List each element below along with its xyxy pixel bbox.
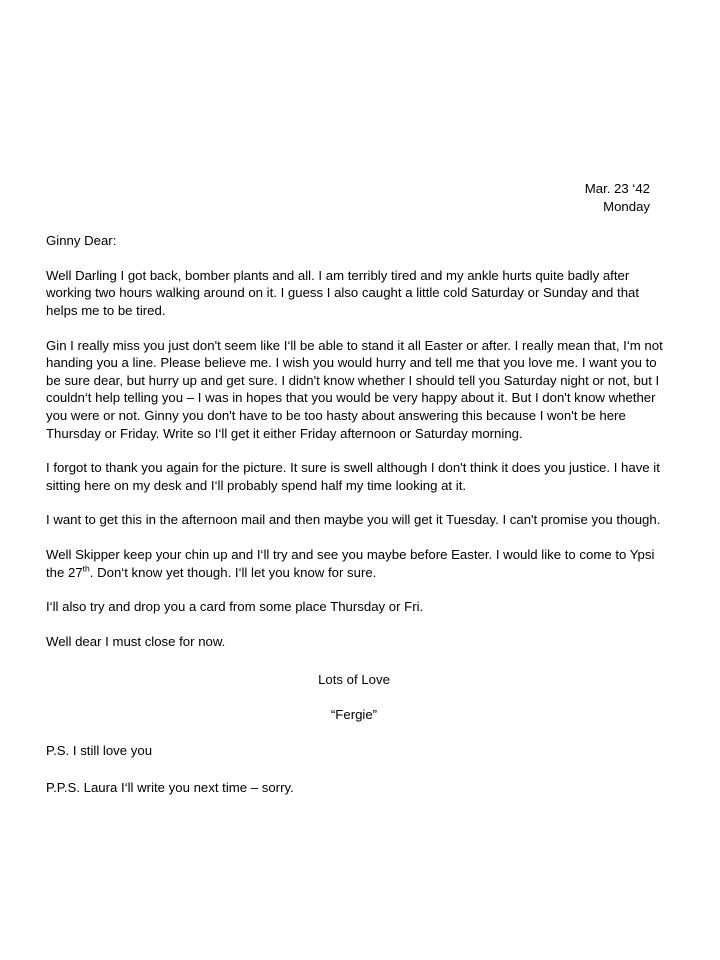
postscript-2: P.P.S. Laura I‘ll write you next time – sorry. — [46, 780, 294, 796]
postscript-1: P.S. I still love you — [46, 743, 153, 759]
letter-day: Monday — [603, 198, 650, 214]
paragraph-2: Gin I really miss you just don't seem like I‘ll be able to stand it all Easter or after. I really mean that, I‘m not handing you a line. Please believe me. I wish you would hurry and tell me that you love me. I want you to be sure dear, but hurry up and get sure. I didn't know whether I should tell you Saturday night or not, but I couldn‘t help telling you – I was in hopes that you would be very happy about it. But I don't know whether you were or not. Ginny you don't have to be too hasty about answering this because I won't be here Thursday or Friday. Write so I‘ll get it either Friday afternoon or Saturday morning. — [46, 337, 663, 441]
paragraph-5 — [46, 546, 672, 581]
paragraph-5-before: Well Skipper keep your chin up and I‘ll try and see you maybe before Easter. I would like to come to Ypsi the 27 — [46, 546, 655, 580]
paragraph-1: Well Darling I got back, bomber plants and all. I am terribly tired and my ankle hurts quite badly after working two hours walking around on it. I guess I also caught a little cold Saturday or Sunday and that helps me to be tired. — [46, 267, 640, 318]
signature: “Fergie” — [330, 706, 378, 722]
paragraph-5-after: . Don‘t know yet though. I‘ll let you know for sure. — [89, 564, 377, 580]
dateline — [46, 180, 672, 215]
closing: Lots of Love — [318, 672, 390, 688]
letter-date: Mar. 23 ‘42 — [584, 181, 650, 196]
paragraph-7: Well dear I must close for now. — [46, 633, 226, 649]
letter-body — [46, 180, 672, 797]
salutation: Ginny Dear: — [46, 233, 117, 249]
paragraph-3: I forgot to thank you again for the picture. It sure is swell although I don't think it does you justice. I have it sitting here on my desk and I‘ll probably spend half my time looking at it. — [46, 460, 660, 493]
paragraph-6: I‘ll also try and drop you a card from some place Thursday or Fri. — [46, 599, 424, 615]
ordinal-superscript: th — [82, 563, 90, 574]
paragraph-4: I want to get this in the afternoon mail and then maybe you will get it Tuesday. I can't promise you though. — [46, 512, 661, 528]
